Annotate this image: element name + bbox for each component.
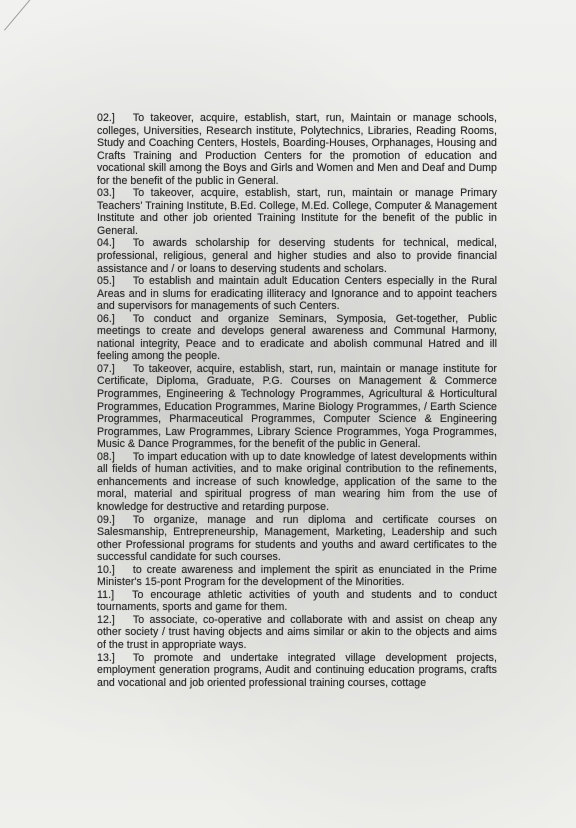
paragraph-text: To promote and undertake integrated village development projects, employment generation programs, Audit and continuing education programs, crafts and vocational and job oriented professional training courses, cottage [97, 651, 497, 689]
paragraph-05 [97, 275, 497, 313]
paragraph-03 [97, 187, 497, 237]
paragraph-12 [97, 614, 497, 652]
paragraph-number: 07.] [97, 362, 115, 375]
paragraph-text: To takeover, acquire, establish, start, run, maintain or manage Primary Teachers' Training Institute, B.Ed. College, M.Ed. College, Computer & Management Institute and other job oriented Training Institute for the benefit of the public in General. [97, 187, 498, 237]
paragraph-text: To awards scholarship for deserving students for technical, medical, professional, religious, general and higher studies and also to provide financial assistance and / or loans to deserving students and scholars. [97, 237, 497, 275]
paragraph-text: To impart education with up to date knowledge of latest developments within all fields of human activities, and to make original contribution to the refinements, enhancements and increase of such knowledge, application of the same to the moral, material and spiritual progress of man wearing him from the use of knowledge for destructive and retarding purpose. [97, 450, 497, 513]
paragraph-number: 04.] [97, 237, 115, 250]
paragraph-text: To organize, manage and run diploma and certificate courses on Salesmanship, Entrepreneurship, Management, Marketing, Leadership and such other Professional programs for students and youths and award certificates to the successful candidate for such courses. [97, 513, 497, 564]
paragraph-number: 03.] [97, 187, 115, 200]
paragraph-text: To establish and maintain adult Education Centers especially in the Rural Areas and in slums for eradicating illiteracy and Ignorance and to appoint teachers and supervisors for managements of such Centers. [97, 275, 497, 313]
paragraph-11 [97, 589, 497, 614]
scan-edge-mark [4, 0, 97, 76]
paragraph-number: 09.] [97, 513, 115, 526]
paragraph-number: 11.] [97, 588, 115, 601]
paragraph-08 [97, 451, 497, 514]
paragraph-02 [97, 112, 497, 187]
paragraph-number: 13.] [97, 651, 115, 664]
paragraph-text: to create awareness and implement the spirit as enunciated in the Prime Minister's 15-pont Program for the development of the Minorities. [97, 563, 497, 589]
paragraph-text: To associate, co-operative and collaborate with and assist on cheap any other society / trust having objects and aims similar or akin to the objects and aims of the trust in appropriate ways. [97, 613, 497, 651]
paragraph-number: 10.] [97, 563, 115, 576]
objects-list [97, 112, 497, 689]
paragraph-number: 06.] [97, 312, 115, 325]
paragraph-13 [97, 652, 497, 690]
paragraph-text: To takeover, acquire, establish, start, run, maintain or manage institute for Certificate, Diploma, Graduate, P.G. Courses on Management & Commerce Programmes, Engineering & Technology Programmes, Agricultural & Horticultural Programmes, Education Programmes, Marine Biology Programmes, / Earth Science Programmes, Pharmaceutical Programmes, Computer Science & Engineering Programmes, Law Programmes, Library Science Programmes, Yoga Programmes, Music & Dance Programmes, for the benefit of the public in General. [97, 362, 497, 451]
paragraph-text: To encourage athletic activities of youth and students and to conduct tournaments, sports and game for them. [97, 588, 497, 614]
paragraph-text: To conduct and organize Seminars, Symposia, Get-together, Public meetings to create and develops general awareness and Communal Harmony, national integrity, Peace and to eradicate and abolish communal Hatred and ill feeling among the people. [97, 312, 497, 363]
paragraph-09 [97, 514, 497, 564]
paragraph-07 [97, 363, 497, 451]
paragraph-text: To takeover, acquire, establish, start, run, Maintain or manage schools, colleges, Universities, Research institute, Polytechnics, Libraries, Reading Rooms, Study and Coaching Centers, Hostels, Boarding-Houses, Orphanages, Housing and Crafts Training and Production Centers for the promotion of education and vocational skill among the Boys and Girls and Women and Men and Deaf and Dump for the benefit of the public in General. [97, 112, 497, 187]
paragraph-number: 12.] [97, 613, 115, 626]
paragraph-04 [97, 237, 497, 275]
paragraph-06 [97, 313, 497, 363]
paragraph-10 [97, 564, 497, 589]
paragraph-number: 05.] [97, 275, 115, 288]
paragraph-number: 02.] [97, 112, 115, 124]
paragraph-number: 08.] [97, 450, 115, 463]
